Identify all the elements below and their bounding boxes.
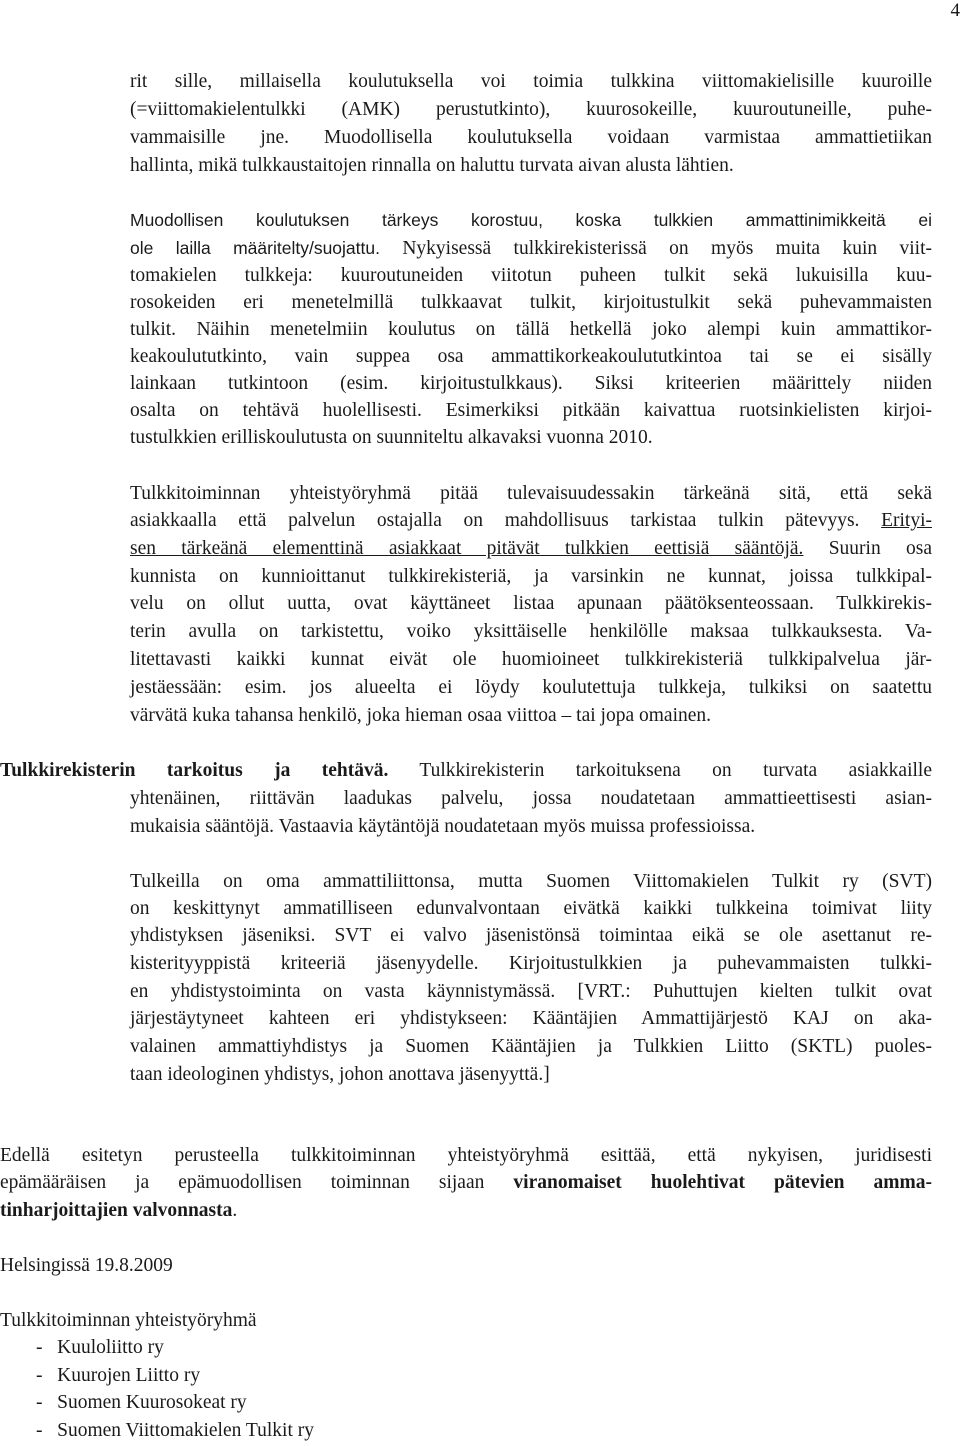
text-line: tustulkkien erilliskoulutusta on suunniteltu alkavaksi vuonna 2010. [130, 427, 653, 448]
text-segment: . [232, 1200, 238, 1221]
text-line: rit sille, millaisella koulutuksella voi toimia tulkkina viittomakielisille kuuroille [130, 71, 932, 92]
section-heading: Tulkkirekisterin tarkoitus ja tehtävä. [0, 760, 389, 781]
bold-segment: viranomaiset huolehtivat pätevien amma- [513, 1172, 932, 1193]
underlined-segment: Erityi- [881, 510, 932, 531]
text-segment: Nykyisessä tulkkirekisterissä on myös muita kuin viit- [379, 238, 932, 259]
list-item: - Kuuloliitto ry [36, 1337, 164, 1358]
text-line [130, 537, 932, 561]
text-segment: Suurin osa [803, 538, 932, 559]
text-line: hallinta, mikä tulkkaustaitojen rinnalla on haluttu turvata aivan alusta lähtien. [130, 155, 734, 176]
text-line: taan ideologinen yhdistys, johon anottava jäsenyyttä.] [130, 1064, 550, 1085]
text-line: yhdistyksen jäseniksi. SVT ei valvo jäsenistönsä toimintaa eikä se ole asettanut re- [130, 925, 932, 946]
text-line: on keskittynyt ammatilliseen edunvalvontaan eivätkä kaikki tulkkeina toimivat liity [130, 898, 932, 919]
text-line [130, 236, 932, 261]
list-item: - Suomen Viittomakielen Tulkit ry [36, 1420, 314, 1441]
text-segment: Tulkkirekisterin tarkoituksena on turvata asiakkaille [388, 760, 932, 781]
text-line: velu on ollut uutta, ovat käyttäneet listaa apunaan päätöksenteossaan. Tulkkirekis- [130, 593, 932, 614]
text-line: rosokeiden eri menetelmillä tulkkaavat tulkit, kirjoitustulkit sekä puhevammaisten [130, 292, 932, 313]
text-line: (=viittomakielentulkki (AMK) perustutkinto), kuurosokeille, kuuroutuneille, puhe- [130, 99, 932, 120]
text-line: lainkaan tutkintoon (esim. kirjoitustulkkaus). Siksi kriteerien määrittely niiden [130, 373, 932, 394]
text-line: mukaisia sääntöjä. Vastaavia käytäntöjä noudatetaan myös muissa professioissa. [130, 816, 756, 837]
text-line: värvätä kuka tahansa henkilö, joka hieman osaa viittoa – tai jopa omainen. [130, 705, 712, 726]
text-line: yhtenäinen, riittävän laadukas palvelu, jossa noudatetaan ammattieettisesti asian- [130, 788, 932, 809]
place-date: Helsingissä 19.8.2009 [0, 1255, 173, 1276]
text-line: en yhdistystoiminta on vasta käynnistymässä. [VRT.: Puhuttujen kielten tulkit ovat [130, 981, 932, 1002]
underlined-segment: sen tärkeänä elementtinä asiakkaat pitävät tulkkien eettisiä sääntöjä. [130, 538, 804, 559]
text-line: terin avulla on tarkistettu, voiko yksittäiselle henkilölle maksaa tulkkauksesta. Va- [130, 621, 932, 642]
text-line: keakoulututkinto, vain suppea osa ammattikorkeakoulututkintoa tai se ei sisälly [130, 346, 932, 367]
list-item: - Kuurojen Liitto ry [36, 1365, 201, 1386]
text-line: Edellä esitetyn perusteella tulkkitoiminnan yhteistyöryhmä esittää, että nykyisen, juridisesti [0, 1145, 932, 1166]
text-line [0, 1199, 237, 1223]
bold-segment: tinharjoittajien valvonnasta [0, 1200, 233, 1221]
text-line: vammaisille jne. Muodollisella koulutuksella voidaan varmistaa ammattietiikan [130, 127, 932, 148]
text-line: Muodollisen koulutuksen tärkeys korostuu, koska tulkkien ammattinimikkeitä ei [130, 210, 932, 230]
page-number: 4 [950, 0, 960, 21]
text-line: valainen ammattiyhdistys ja Suomen Kääntäjien ja Tulkkien Liitto (SKTL) puoles- [130, 1036, 932, 1057]
text-line: jestäessään: esim. jos alueelta ei löydy koulutettuja tulkkeja, tulkiksi on saatettu [130, 677, 932, 698]
text-line: Tulkeilla on oma ammattiliittonsa, mutta Suomen Viittomakielen Tulkit ry (SVT) [130, 871, 932, 892]
text-line: litettavasti kaikki kunnat eivät ole huomioineet tulkkirekisteriä tulkkipalvelua jär- [130, 649, 932, 670]
text-segment: asiakkaalla että palvelun ostajalla on mahdollisuus tarkistaa tulkin pätevyys. [130, 510, 882, 531]
text-line: tulkit. Näihin menetelmiin koulutus on tällä hetkellä joko alempi kuin ammattikor- [130, 319, 932, 340]
text-line: järjestäytyneet kahteen eri yhdistykseen: Kääntäjien Ammattijärjestö KAJ on aka- [130, 1008, 932, 1029]
text-line [0, 759, 932, 783]
text-line: kisterityyppistä kriteeriä jäsenyydelle. Kirjoitustulkkien ja puhevammaisten tulkki- [130, 953, 932, 974]
signature-group: Tulkkitoiminnan yhteistyöryhmä [0, 1310, 257, 1331]
text-line: kunnista on kunnioittanut tulkkirekisteriä, ja varsinkin ne kunnat, joissa tulkkipal- [130, 566, 932, 587]
list-item: - Suomen Kuurosokeat ry [36, 1392, 247, 1413]
sans-segment: ole lailla määritelty/suojattu. [130, 238, 380, 258]
text-line [0, 1171, 932, 1195]
text-segment: epämääräisen ja epämuodollisen toiminnan sijaan [0, 1172, 514, 1193]
text-line: osalta on tehtävä huolellisesti. Esimerkiksi pitkään kaivattua ruotsinkielisten kirjoi- [130, 400, 932, 421]
text-line: tomakielen tulkkeja: kuuroutuneiden viitotun puheen tulkit sekä lukuisilla kuu- [130, 265, 932, 286]
text-line: Tulkkitoiminnan yhteistyöryhmä pitää tulevaisuudessakin tärkeänä sitä, että sekä [130, 483, 932, 504]
text-line [130, 509, 932, 533]
